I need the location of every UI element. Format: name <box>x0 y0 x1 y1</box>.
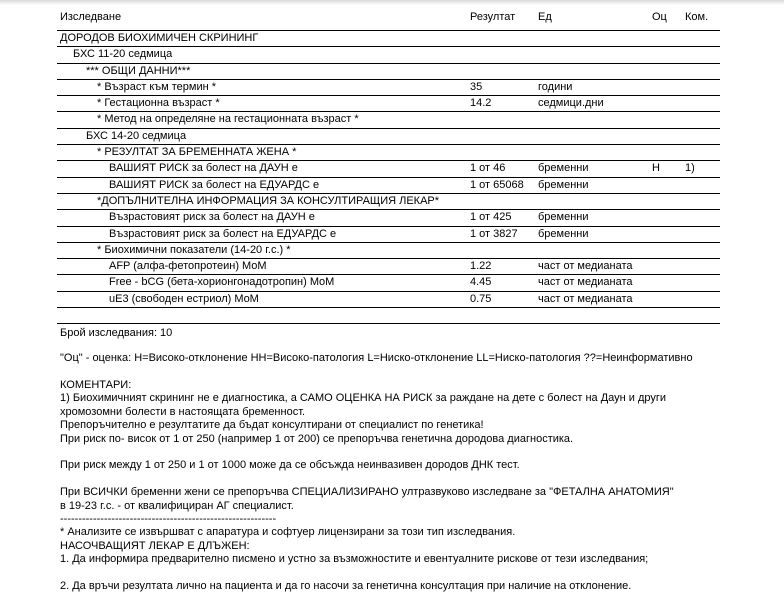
test-name: * Гестационна възраст * <box>97 97 220 110</box>
table-row <box>57 274 720 290</box>
result-comment: 1) <box>685 162 695 175</box>
comment-line: в 19-23 г.с. - от квалифициран АГ специалист. <box>60 499 294 512</box>
test-name: *** ОБЩИ ДАННИ*** <box>86 64 191 77</box>
result-value: 0.75 <box>470 292 492 305</box>
test-name: AFP (алфа-фетопротеин) MoM <box>109 260 267 273</box>
table-row <box>57 291 720 307</box>
comment-line: При ВСИЧКИ бременни жени се препоръчва СПЕЦИАЛИЗИРАНО ултразвуково изследване за "ФЕТАЛНА АНАТОМИЯ" <box>60 486 674 499</box>
test-name: ВАШИЯТ РИСК за болест на ЕДУАРДС е <box>109 178 320 191</box>
result-unit: години <box>538 80 573 93</box>
table-row <box>57 46 720 62</box>
result-unit: част от медианата <box>538 276 633 289</box>
result-value: 1 от 3827 <box>470 227 518 240</box>
comments-title: КОМЕНТАРИ: <box>60 379 132 391</box>
comment-line: Препоръчително е резултатите да бъдат консултирани от специалист по генетика! <box>60 419 484 432</box>
result-value: 14.2 <box>470 97 492 110</box>
table-row <box>57 144 720 160</box>
result-flag: H <box>652 162 660 175</box>
test-name: uE3 (свободен естриол) MoM <box>109 292 259 305</box>
test-name: БХС 11-20 седмица <box>73 48 173 61</box>
result-unit: част от медианата <box>538 292 633 305</box>
table-row <box>57 226 720 242</box>
test-name: * Възраст към термин * <box>97 80 216 93</box>
comment-line: При риск между 1 от 250 и 1 от 1000 може да се обсъжда неинвазивен дородов ДНК тест. <box>60 459 520 472</box>
comment-line: * Анализите се извършват с апаратура и софтуер лицензирани за този тип изследвания. <box>60 526 516 539</box>
table-row <box>57 193 720 209</box>
table-row <box>57 160 720 176</box>
table-row <box>57 258 720 274</box>
results-table <box>57 30 720 324</box>
table-row <box>57 95 720 111</box>
result-value: 1.22 <box>470 260 492 273</box>
flag-legend: "Оц" - оценка: H=Високо-отклонение HH=Високо-патология L=Ниско-отклонение LL=Ниско-патология ??=Неинформативно <box>60 352 693 364</box>
test-name: * Биохимични показатели (14-20 г.с.) * <box>97 243 291 256</box>
comment-line: 2. Да връчи резултата лично на пациента и да го насочи за генетична консултация при наличие на отклонение. <box>60 579 632 592</box>
table-row <box>57 209 720 225</box>
toolbar-shadow <box>0 0 784 5</box>
test-name: ДОРОДОВ БИОХИМИЧЕН СКРИНИНГ <box>60 32 259 44</box>
table-row <box>57 79 720 95</box>
test-name: БХС 14-20 седмица <box>86 129 187 142</box>
table-row <box>57 307 720 324</box>
result-unit: бременни <box>538 162 589 175</box>
result-unit: част от медианата <box>538 260 633 273</box>
comment-line: 1) Биохимичният скрининг не е диагностика, а САМО ОЦЕНКА НА РИСК за раждане на дете с болест на Даун и други <box>60 392 667 405</box>
comment-line: НАСОЧВАЩИЯТ ЛЕКАР Е ДЛЪЖЕН: <box>60 539 250 552</box>
table-row <box>57 242 720 258</box>
test-name: *ДОПЪЛНИТЕЛНА ИНФОРМАЦИЯ ЗА КОНСУЛТИРАЩИЯ ЛЕКАР* <box>97 194 440 207</box>
test-name: ВАШИЯТ РИСК за болест на ДАУН е <box>109 162 298 175</box>
test-name: * Метод на определяне на гестационната възраст * <box>97 113 359 126</box>
test-name: Възрастовият риск за болест на ДАУН е <box>109 211 315 224</box>
table-row <box>57 128 720 144</box>
test-name: Възрастовият риск за болест на ЕДУАРДС е <box>109 227 337 240</box>
table-row <box>57 111 720 127</box>
column-header-result: Резултат <box>470 11 516 23</box>
result-value: 35 <box>470 80 483 93</box>
test-name: * РЕЗУЛТАТ ЗА БРЕМЕННАТА ЖЕНА * <box>97 146 297 159</box>
result-unit: бременни <box>538 178 589 191</box>
result-value: 1 от 65068 <box>470 178 524 191</box>
table-row <box>57 177 720 193</box>
comment-line: При риск по- висок от 1 от 250 (например 1 от 200) се препоръчва генетична дородова диагностика. <box>60 432 574 445</box>
column-header-comment: Ком. <box>685 11 709 23</box>
table-row <box>57 30 720 46</box>
table-row <box>57 63 720 79</box>
result-unit: седмици.дни <box>538 97 604 110</box>
comment-line: 1. Да информира предварително писмено и устно за възможностите и евентуалните рискове от тези изследвания; <box>60 553 649 566</box>
test-count: Брой изследвания: 10 <box>60 327 173 339</box>
result-value: 1 от 425 <box>470 211 512 224</box>
test-name: Free - bCG (бета-хорионгонадотропин) MoM <box>109 276 335 289</box>
result-unit: бременни <box>538 211 589 224</box>
result-value: 4.45 <box>470 276 492 289</box>
column-header-unit: Ед <box>538 11 552 23</box>
column-header-flag: Оц <box>652 11 667 23</box>
result-value: 1 от 46 <box>470 162 506 175</box>
column-header-test: Изследване <box>60 11 122 23</box>
result-unit: бременни <box>538 227 589 240</box>
comment-line: ----------------------------------------------------------- <box>60 512 277 525</box>
comment-line: хромозомни болести в настоящата бременност. <box>60 405 306 418</box>
